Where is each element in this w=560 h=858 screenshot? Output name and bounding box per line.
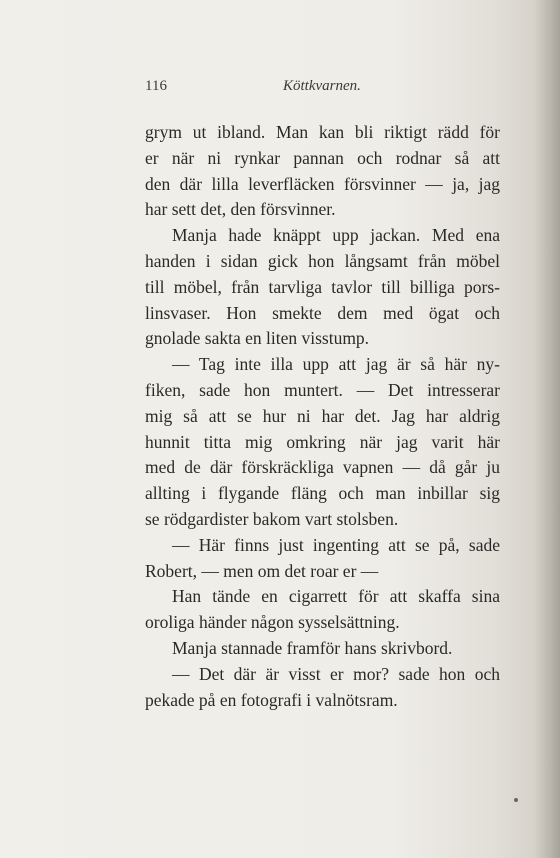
text-line: se rödgardister bakom vart stolsben.	[145, 508, 399, 529]
text-line: Han tände en cigarrett för att skaffa sina	[172, 586, 500, 607]
text-line: pekade på en fotografi i valnötsram.	[145, 689, 398, 710]
text-line: med de där förskräckliga vapnen — då går ju	[145, 457, 500, 478]
body-text	[145, 120, 500, 713]
page-header	[145, 78, 500, 100]
text-line: har sett det, den försvinner.	[145, 199, 336, 220]
text-line: allting i flygande fläng och man inbillar sig	[145, 483, 500, 504]
text-line: handen i sidan gick hon långsamt från möbel	[145, 250, 500, 271]
text-line: er när ni rynkar pannan och rodnar så att	[145, 147, 500, 168]
text-line: gnolade sakta en liten visstump.	[145, 328, 370, 349]
text-line: — Här finns just ingenting att se på, sade	[172, 534, 500, 555]
text-line: till möbel, från tarvliga tavlor till billiga pors-	[145, 276, 500, 297]
text-line: hunnit titta mig omkring när jag varit här	[145, 431, 500, 452]
page-edge-shadow	[534, 0, 560, 858]
text-line: den där lilla leverfläcken försvinner — ja, jag	[145, 173, 500, 194]
text-line: grym ut ibland. Man kan bli riktigt rädd för	[145, 122, 500, 142]
page-number: 116	[145, 78, 167, 94]
paper-speck	[514, 798, 518, 802]
text-line: Manja hade knäppt upp jackan. Med ena	[172, 225, 500, 246]
text-line: oroliga händer någon sysselsättning.	[145, 612, 400, 633]
text-line: — Tag inte illa upp att jag är så här ny-	[172, 354, 500, 375]
running-title: Köttkvarnen.	[283, 78, 361, 94]
text-line: — Det där är visst er mor? sade hon och	[172, 663, 500, 684]
text-line: Manja stannade framför hans skrivbord.	[172, 637, 453, 658]
text-line: mig så att se hur ni har det. Jag har aldrig	[145, 405, 500, 426]
text-line: Robert, — men om det roar er —	[145, 560, 379, 581]
text-line: linsvaser. Hon smekte dem med ögat och	[145, 302, 500, 323]
text-line: fiken, sade hon muntert. — Det intresserar	[145, 379, 500, 400]
